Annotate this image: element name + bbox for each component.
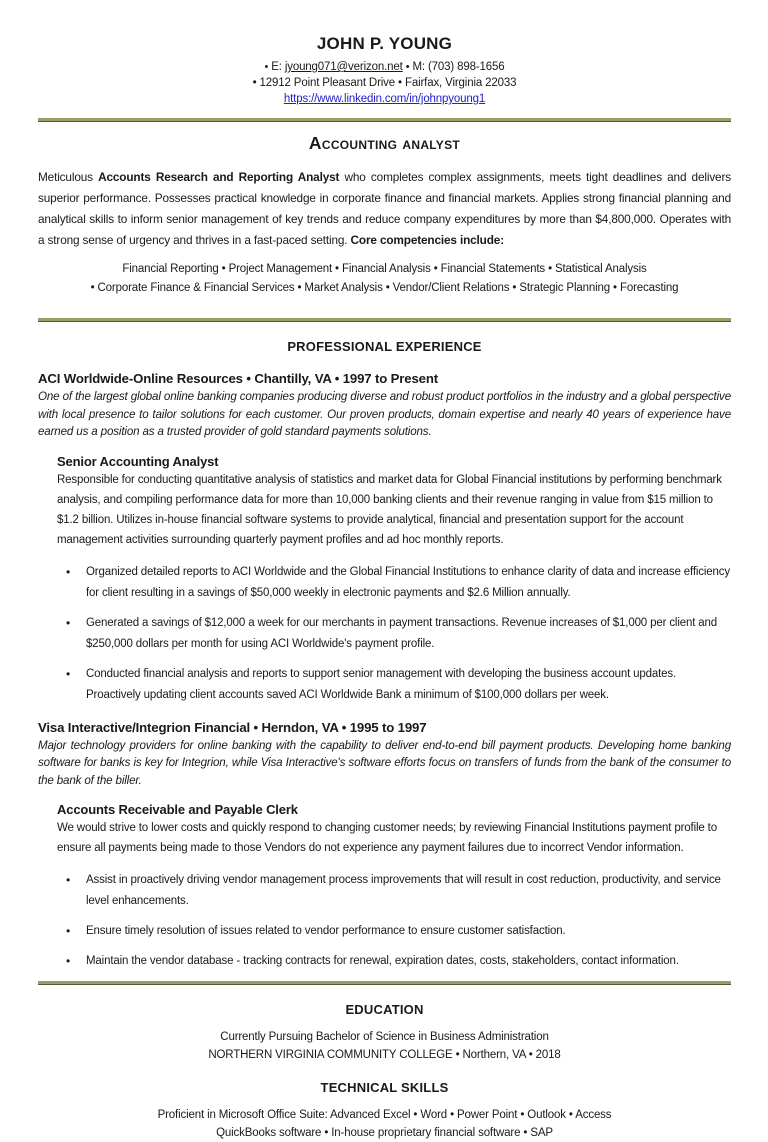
bullet-icon: • — [66, 613, 86, 655]
section-divider — [38, 318, 731, 322]
company-description: One of the largest global online banking companies producing diverse and robust product portfolios in the industry and a global perspective with local presence to tailor solutions for each customer. Our proven products, domain expertise and nearly 40 years of experience have earned us a position as a trusted provider of gold standard payments solutions. — [38, 388, 731, 441]
role-title: Accounts Receivable and Payable Clerk — [57, 802, 731, 817]
experience-heading: PROFESSIONAL EXPERIENCE — [38, 339, 731, 354]
competencies-label: Core competencies include: — [351, 233, 504, 247]
linkedin-link[interactable]: https://www.linkedin.com/in/johnpyoung1 — [284, 93, 485, 105]
list-item — [66, 921, 731, 942]
summary-body: who completes complex assignments, meets tight deadlines and delivers superior performance. Possesses practical knowledge in corporate finance and financial markets. Applies strong financial planning and analytical skills to inform senior management of key trends and reduce company expenditures by more than $4,800,000. Operates with a strong sense of urgency and thrives in a fast-paced setting. — [38, 170, 731, 247]
achievement-text: Conducted financial analysis and reports to support senior management with developing the business account updates. Proactively updating client accounts saved ACI Worldwide Bank a minimum of $100,000 dollars per week. — [86, 664, 731, 706]
competencies-line-1: Financial Reporting • Project Management • Financial Analysis • Financial Statements • Statistical Analysis — [38, 260, 731, 279]
candidate-name: JOHN P. YOUNG — [38, 34, 731, 54]
skills-line-1: Proficient in Microsoft Office Suite: Advanced Excel • Word • Power Point • Outlook • Access — [38, 1107, 731, 1125]
mobile-label: M: — [412, 61, 424, 73]
education-line-1: Currently Pursuing Bachelor of Science in Business Administration — [38, 1029, 731, 1047]
list-item — [66, 562, 731, 604]
summary-role-bold: Accounts Research and Reporting Analyst — [98, 170, 339, 184]
competencies-line-2: • Corporate Finance & Financial Services • Market Analysis • Vendor/Client Relations • Strategic Planning • Forecasting — [38, 279, 731, 298]
role-description: We would strive to lower costs and quickly respond to changing customer needs; by reviewing Financial Institutions payment profile to ensure all payments being made to those Vendors do not experience any payment failures due to incorrect Vendor information. — [57, 818, 731, 858]
core-competencies — [38, 260, 731, 298]
education-line-2: NORTHERN VIRGINIA COMMUNITY COLLEGE • Northern, VA • 2018 — [38, 1047, 731, 1065]
bullet-icon: • — [66, 921, 86, 942]
role-block — [57, 454, 731, 550]
list-item — [66, 664, 731, 706]
bullet-icon: • — [66, 870, 86, 912]
role-title: Senior Accounting Analyst — [57, 454, 731, 469]
role-block — [57, 802, 731, 858]
list-item — [66, 951, 731, 972]
phone-number: (703) 898-1656 — [428, 61, 505, 73]
bullet-icon: • — [66, 562, 86, 604]
bullet-icon: • — [66, 664, 86, 706]
company-line: Visa Interactive/Integrion Financial • Herndon, VA • 1995 to 1997 — [38, 720, 731, 735]
skills-line-2: QuickBooks software • In-house proprietary financial software • SAP — [38, 1125, 731, 1142]
summary-paragraph — [38, 167, 731, 251]
contact-line-2: • 12912 Point Pleasant Drive • Fairfax, Virginia 22033 — [38, 75, 731, 91]
job-entry-visa — [38, 720, 731, 973]
section-divider — [38, 118, 731, 122]
summary-lead: Meticulous — [38, 170, 93, 184]
achievement-text: Organized detailed reports to ACI Worldwide and the Global Financial Institutions to enhance clarity of data and increase efficiency for client resulting in a savings of $50,000 weekly in electronic payments and $2.6 Million annually. — [86, 562, 731, 604]
role-description: Responsible for conducting quantitative analysis of statistics and market data for Global Financial institutions by performing benchmark analysis, and compiling performance data for more than 10,000 banking clients and their revenue ranging in value from $15 million to $1.2 billion. Utilizes in-house financial software systems to provide analytical, financial and presentation support for the account management activities surrounding quarterly payment profiles and ad hoc monthly reports. — [57, 470, 731, 550]
job-entry-aci — [38, 371, 731, 706]
achievement-list — [66, 870, 731, 972]
bullet-icon: • — [406, 61, 410, 73]
list-item — [66, 613, 731, 655]
company-line: ACI Worldwide-Online Resources • Chantilly, VA • 1997 to Present — [38, 371, 731, 386]
email-label: E: — [271, 61, 282, 73]
skills-heading: TECHNICAL SKILLS — [38, 1080, 731, 1095]
contact-line-3 — [38, 91, 731, 107]
document-title: Accounting analyst — [38, 133, 731, 154]
education-heading: EDUCATION — [38, 1002, 731, 1017]
bullet-icon: • — [66, 951, 86, 972]
achievement-list — [66, 562, 731, 706]
achievement-text: Maintain the vendor database - tracking contracts for renewal, expiration dates, costs, stakeholders, contact information. — [86, 951, 731, 972]
section-divider — [38, 981, 731, 985]
achievement-text: Assist in proactively driving vendor management process improvements that will result in cost reduction, productivity, and service level enhancements. — [86, 870, 731, 912]
list-item — [66, 870, 731, 912]
education-details — [38, 1029, 731, 1064]
email-link[interactable]: jyoung071@verizon.net — [285, 61, 403, 73]
achievement-text: Ensure timely resolution of issues related to vendor performance to ensure customer satisfaction. — [86, 921, 731, 942]
skills-details — [38, 1107, 731, 1142]
bullet-icon: • — [264, 61, 268, 73]
achievement-text: Generated a savings of $12,000 a week for our merchants in payment transactions. Revenue increases of $1,000 per client and $250,000 dollars per month for using ACI Worldwide's payment profile. — [86, 613, 731, 655]
company-description: Major technology providers for online banking with the capability to deliver end-to-end bill payment products. Developing home banking software for banks is key for Integrion, while Visa Interactive's software efforts focus on transfers of funds from the bank of the consumer to the bank of the biller. — [38, 737, 731, 790]
contact-line-1 — [38, 59, 731, 75]
